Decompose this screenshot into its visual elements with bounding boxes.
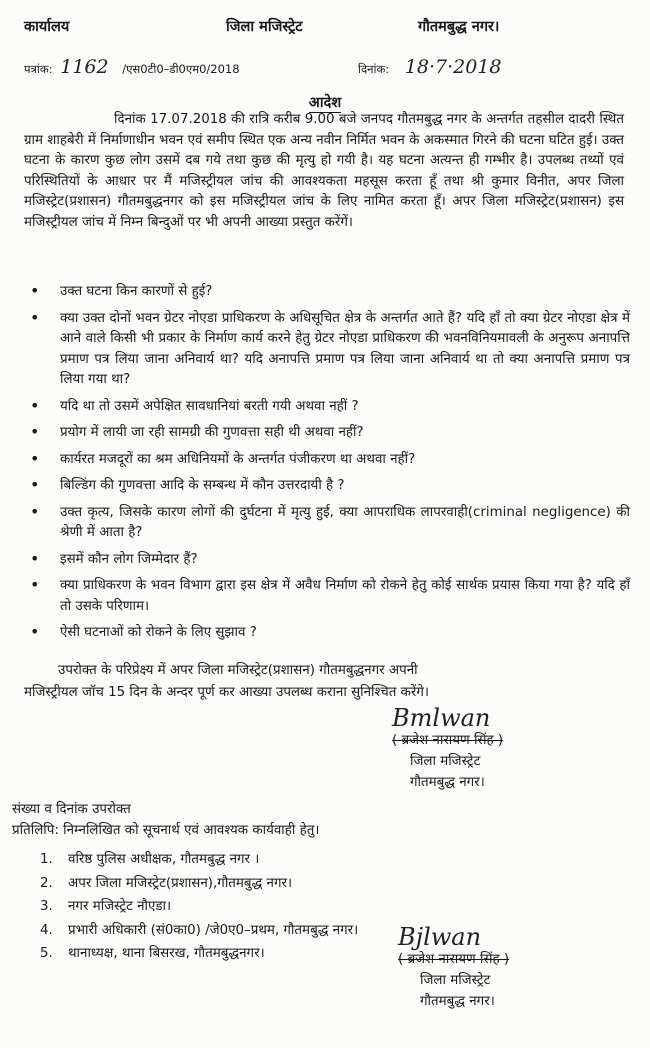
- list-item: 4. प्रभारी अधिकारी (सं0का0) /जे0ए0–प्रथम, गौतमबुद्ध नगर।: [40, 922, 359, 938]
- bullet-icon: •: [30, 395, 40, 415]
- bullet-icon: •: [30, 475, 40, 494]
- letter-label: पत्रांक:: [24, 62, 53, 76]
- list-item: 3. नगर मजिस्ट्रेट नौएडा।: [40, 899, 172, 914]
- signature-block-2: [398, 925, 509, 1012]
- signatory-place: गौतमबुद्ध नगर।: [420, 994, 495, 1009]
- signature-mark: Bjlwan: [398, 923, 482, 951]
- reference-line: संख्या व दिनांक उपरोक्त: [12, 802, 131, 817]
- signatory-name: ( ब्रजेश नारायण सिंह ): [398, 952, 510, 967]
- copy-to-line: प्रतिलिपि: निम्नलिखित को सूचनार्थ एवं आवश्यक कार्यवाही हेतु।: [12, 823, 320, 838]
- place-heading: गौतमबुद्ध नगर।: [418, 19, 500, 35]
- bullet-icon: •: [30, 448, 40, 468]
- date-value: 18·7·2018: [404, 56, 502, 78]
- bullet-icon: •: [30, 307, 40, 327]
- intro-paragraph: दिनांक 17.07.2018 की रात्रि करीब 9.00 बजे जनपद गौतमबुद्ध नगर के अन्तर्गत तहसील दादरी स्थित ग्राम शाहबेरी में निर्माणाधीन भवन एवं समीप स्थित एक अन्य नवीन निर्मित भवन के अकस्मात गिरने की घटना घटित हुई। उक्त घटना के कारण कुछ लोग उसमें दब गये तथा कुछ की मृत्यु हो गयी है। यह घटना अत्यन्त ही गम्भीर है। उपलब्ध तथ्यों एवं परिस्थितियों के आधार पर मैं मजिस्ट्रीयल जांच की आवश्यकता महसूस करता हूँ तथा श्री कुमार विनीत, अपर जिला मजिस्ट्रेट(प्रशासन) गौतमबुद्धनगर को इस मजिस्ट्रीयल जांच के लिए नामित करता हूँ। अपर जिला मजिस्ट्रेट(प्रशासन) इस मजिस्ट्रीयल जांच में निम्न बिन्दुओं पर भी अपनी आख्या प्रस्तुत करेंगें।: [24, 112, 624, 230]
- signature-mark: Bmlwan: [392, 704, 491, 732]
- signatory-place: गौतमबुद्ध नगर।: [410, 775, 485, 790]
- order-title: आदेश: [308, 95, 342, 111]
- closing-line-1: उपरोक्त के परिप्रेक्ष्य में अपर जिला मजिस्ट्रेट(प्रशासन) गौतमबुद्धनगर अपनी: [58, 663, 418, 678]
- list-item: 2. अपर जिला मजिस्ट्रेट(प्रशासन),गौतमबुद्ध नगर।: [40, 875, 293, 891]
- list-item: • प्रयोग में लायी जा रही सामग्री की गुणवत्ता सही थी अथवा नहीं?: [30, 422, 364, 441]
- letter-number-row: [24, 56, 240, 78]
- bullet-icon: •: [30, 548, 40, 568]
- letter-suffix: /एस0टी0–डी0एम0/2018: [122, 62, 240, 76]
- bullet-icon: •: [30, 575, 40, 594]
- bullet-icon: •: [30, 281, 40, 300]
- signatory-designation: जिला मजिस्ट्रेट: [410, 754, 481, 769]
- list-item: 1. वरिष्ठ पुलिस अधीक्षक, गौतमबुद्ध नगर ।: [40, 852, 260, 867]
- list-item: • बिल्डिंग की गुणवत्ता आदि के सम्बन्ध में कौन उत्तरदायी है ?: [30, 475, 345, 494]
- list-item: • यदि था तो उसमें अपेक्षित सावधानियां बरती गयी अथवा नहीं ?: [30, 395, 359, 415]
- list-item: • कार्यरत मजदूरों का श्रम अधिनियमों के अन्तर्गत पंजीकरण था अथवा नहीं?: [30, 448, 416, 468]
- inquiry-points-list: [30, 282, 630, 650]
- distribution-list: [40, 848, 358, 966]
- bullet-icon: •: [30, 501, 40, 521]
- list-item: • ऐसी घटनाओं को रोकने के लिए सुझाव ?: [30, 622, 257, 641]
- office-label: कार्यालय: [24, 19, 70, 35]
- signature-block: [392, 706, 503, 793]
- list-item: • क्या प्राधिकरण के भवन विभाग द्वारा इस क्षेत्र में अवैध निर्माण को रोकने हेतु कोई सार्थक प्रयास किया गया है? यदि हाँ तो उसके परिणाम।: [30, 575, 630, 614]
- closing-line-2: मजिस्ट्रीयल जॉच 15 दिन के अन्दर पूर्ण कर आख्या उपलब्ध कराना सुनिश्चित करेंगे।: [24, 685, 429, 700]
- letter-number: 1162: [60, 56, 109, 78]
- date-row: [358, 56, 502, 78]
- list-item: • इसमें कौन लोग जिम्मेदार हैं?: [30, 548, 198, 568]
- list-item: • उक्त घटना किन कारणों से हुई?: [30, 281, 213, 300]
- authority-heading: जिला मजिस्ट्रेट: [226, 19, 303, 35]
- signatory-designation: जिला मजिस्ट्रेट: [420, 973, 491, 988]
- date-label: दिनांक:: [358, 62, 390, 76]
- bullet-icon: •: [30, 422, 40, 441]
- list-item: • उक्त कृत्य, जिसके कारण लोगों की दुर्घटना में मृत्यु हुई, क्या आपराधिक लापरवाही(criminal negligence) की श्रेणी में आता है?: [30, 501, 630, 540]
- list-item: 5. थानाध्यक्ष, थाना बिसरख, गौतमबुद्धनगर।: [40, 946, 265, 961]
- bullet-icon: •: [30, 622, 40, 641]
- list-item: • क्या उक्त दोनों भवन ग्रेटर नोएडा प्राधिकरण के अधिसूचित क्षेत्र के अन्तर्गत आते हैं? यदि हाँ तो क्या ग्रेटर नोएडा क्षेत्र में आने वाले किसी भी प्रकार के निर्माण कार्य करने हेतु ग्रेटर नोएडा प्राधिकरण की भवनविनियमावली के अनुरूप अनापत्ति प्रमाण पत्र लिया जाना अनिवार्य था? यदि अनापत्ति प्रमाण पत्र लिया जाना अनिवार्य था तो क्या अनापत्ति प्रमाण पत्र लिया गया था?: [30, 307, 630, 387]
- signatory-name: ( ब्रजेश नारायण सिंह ): [392, 733, 504, 748]
